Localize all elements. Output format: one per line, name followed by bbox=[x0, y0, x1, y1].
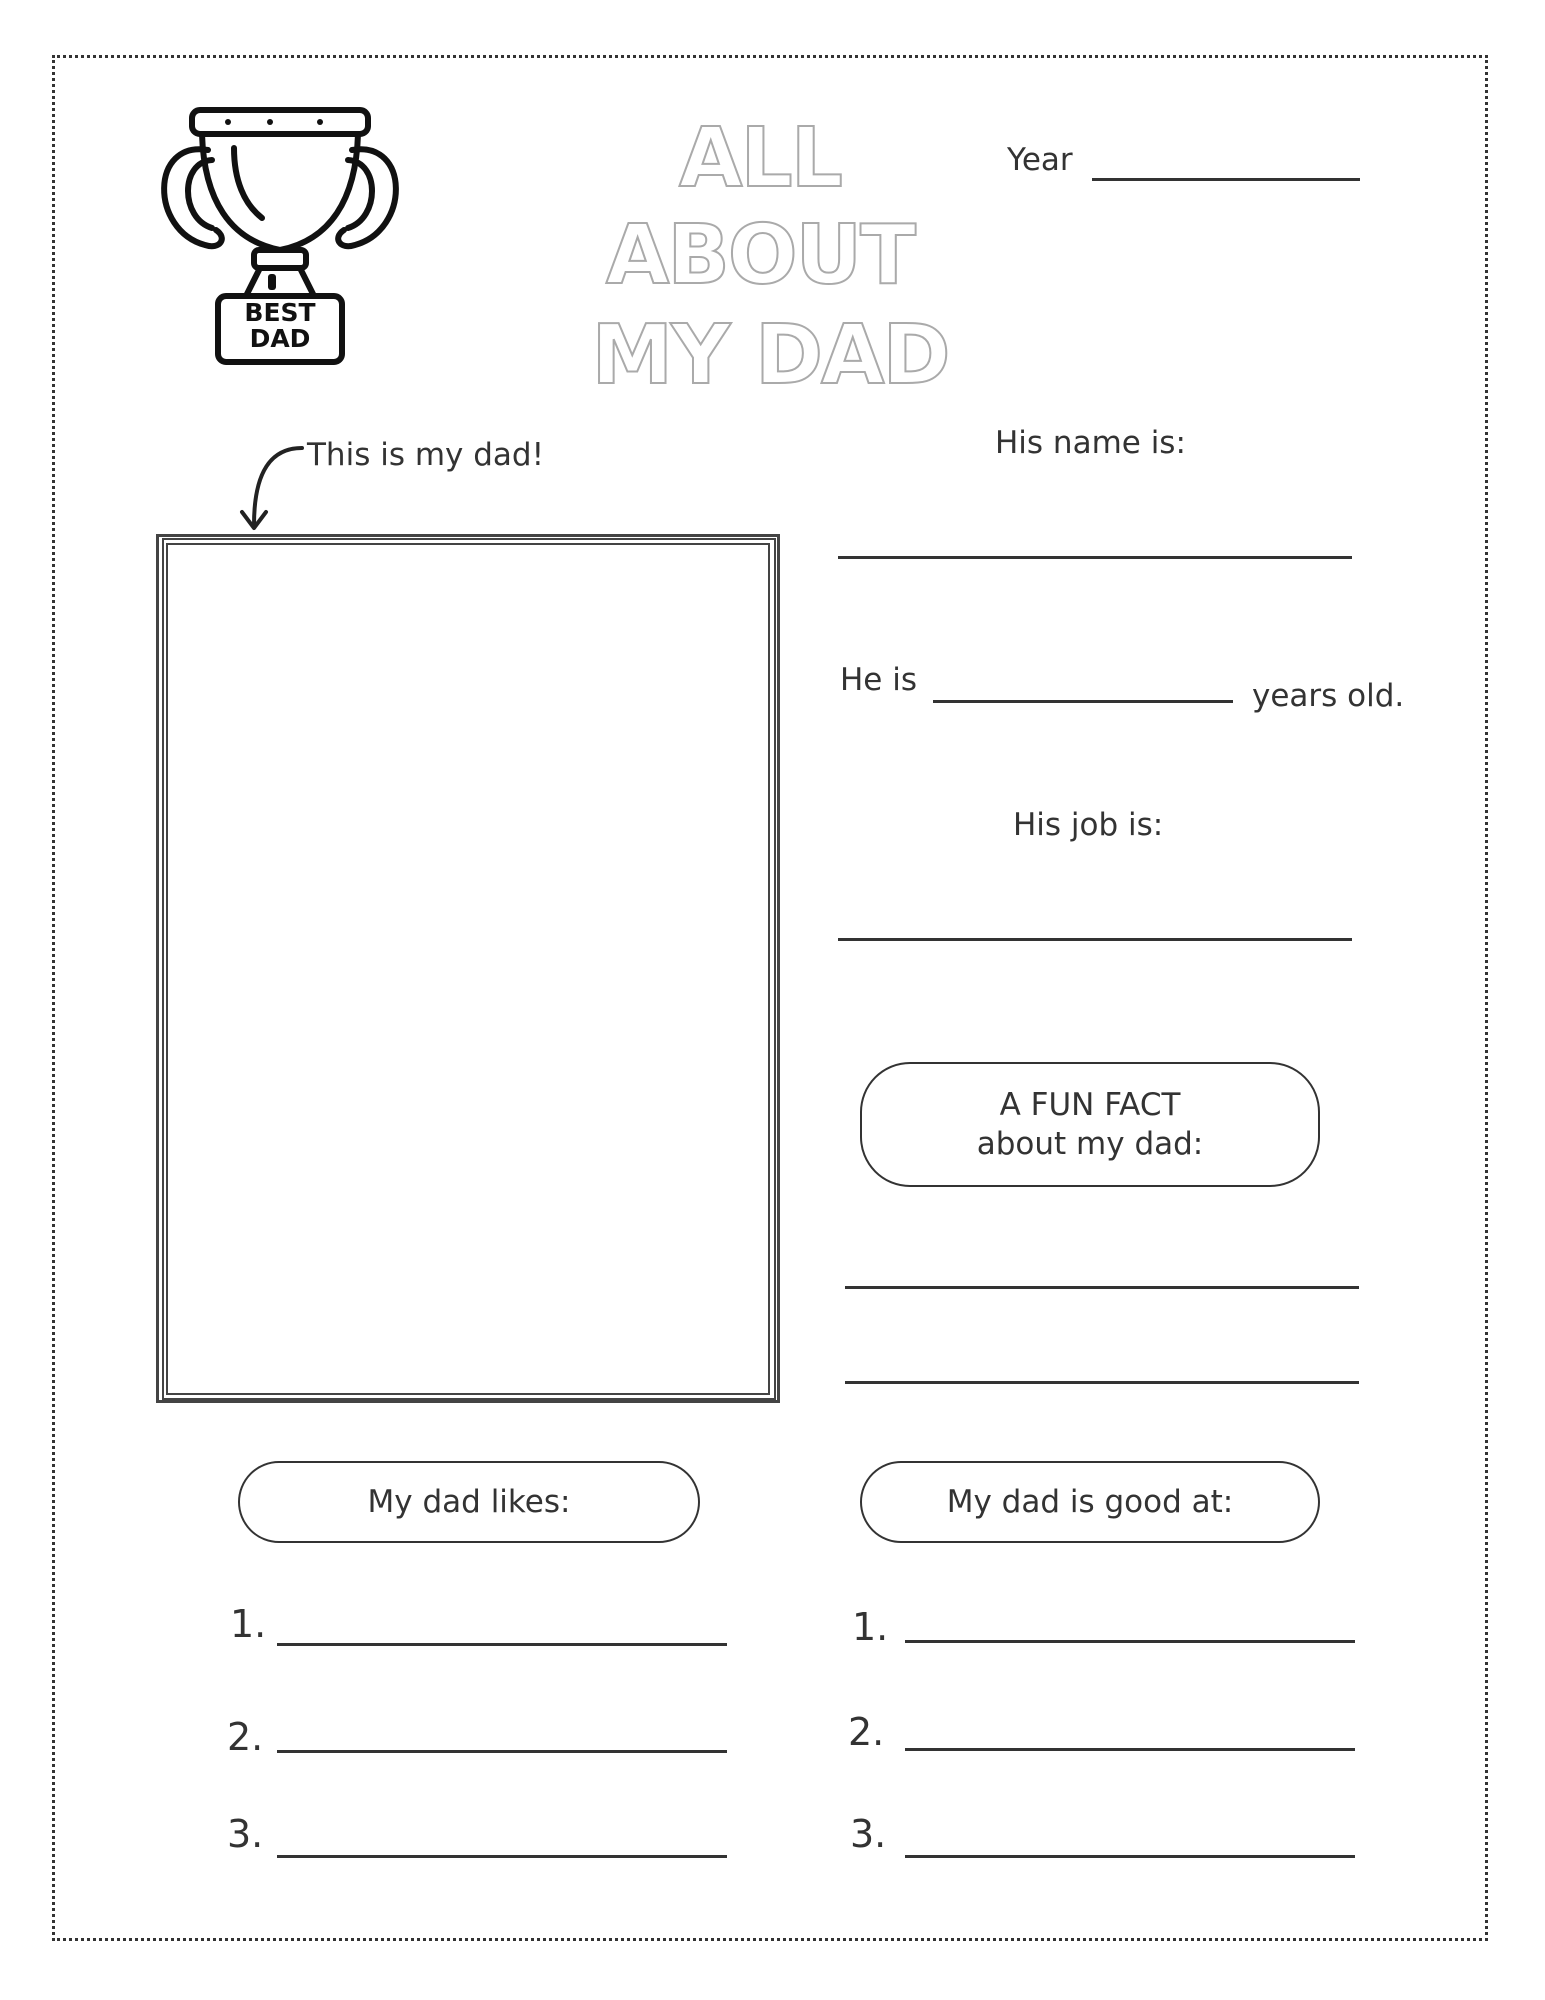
likes-number-3: 3. bbox=[227, 1812, 264, 1856]
good-at-line-3[interactable] bbox=[905, 1855, 1355, 1858]
badge-line-1: BEST bbox=[244, 298, 316, 327]
age-suffix: years old. bbox=[1252, 678, 1405, 714]
name-line[interactable] bbox=[838, 556, 1352, 559]
job-label: His job is: bbox=[1013, 807, 1164, 843]
photo-caption: This is my dad! bbox=[307, 437, 544, 473]
trophy-badge-text bbox=[218, 300, 342, 352]
likes-number-1: 1. bbox=[230, 1602, 267, 1646]
curved-arrow-icon bbox=[232, 440, 312, 535]
year-label: Year bbox=[1007, 142, 1073, 178]
likes-line-2[interactable] bbox=[277, 1750, 727, 1753]
job-line[interactable] bbox=[838, 938, 1352, 941]
year-line[interactable] bbox=[1092, 178, 1360, 181]
fun-fact-line-2: about my dad: bbox=[976, 1125, 1204, 1162]
age-line[interactable] bbox=[933, 700, 1233, 703]
name-label: His name is: bbox=[995, 425, 1186, 461]
badge-line-2: DAD bbox=[249, 324, 311, 353]
good-at-number-1: 1. bbox=[852, 1605, 889, 1649]
likes-line-3[interactable] bbox=[277, 1855, 727, 1858]
likes-number-2: 2. bbox=[227, 1715, 264, 1759]
good-at-line-1[interactable] bbox=[905, 1640, 1355, 1643]
good-at-number-2: 2. bbox=[848, 1710, 885, 1754]
age-prefix: He is bbox=[840, 662, 918, 698]
fun-fact-line-a[interactable] bbox=[845, 1286, 1359, 1289]
likes-heading: My dad likes: bbox=[238, 1461, 700, 1543]
likes-line-1[interactable] bbox=[277, 1643, 727, 1646]
fun-fact-line-1: A FUN FACT bbox=[999, 1086, 1181, 1123]
fun-fact-line-b[interactable] bbox=[845, 1381, 1359, 1384]
title-line-3: MY DAD bbox=[591, 308, 949, 403]
photo-frame-offset bbox=[162, 538, 776, 1400]
good-at-number-3: 3. bbox=[850, 1812, 887, 1856]
good-at-line-2[interactable] bbox=[905, 1748, 1355, 1751]
fun-fact-heading bbox=[860, 1062, 1320, 1187]
good-at-heading: My dad is good at: bbox=[860, 1461, 1320, 1543]
title-line-2: ABOUT bbox=[605, 208, 915, 303]
title-line-1: ALL bbox=[679, 111, 841, 206]
